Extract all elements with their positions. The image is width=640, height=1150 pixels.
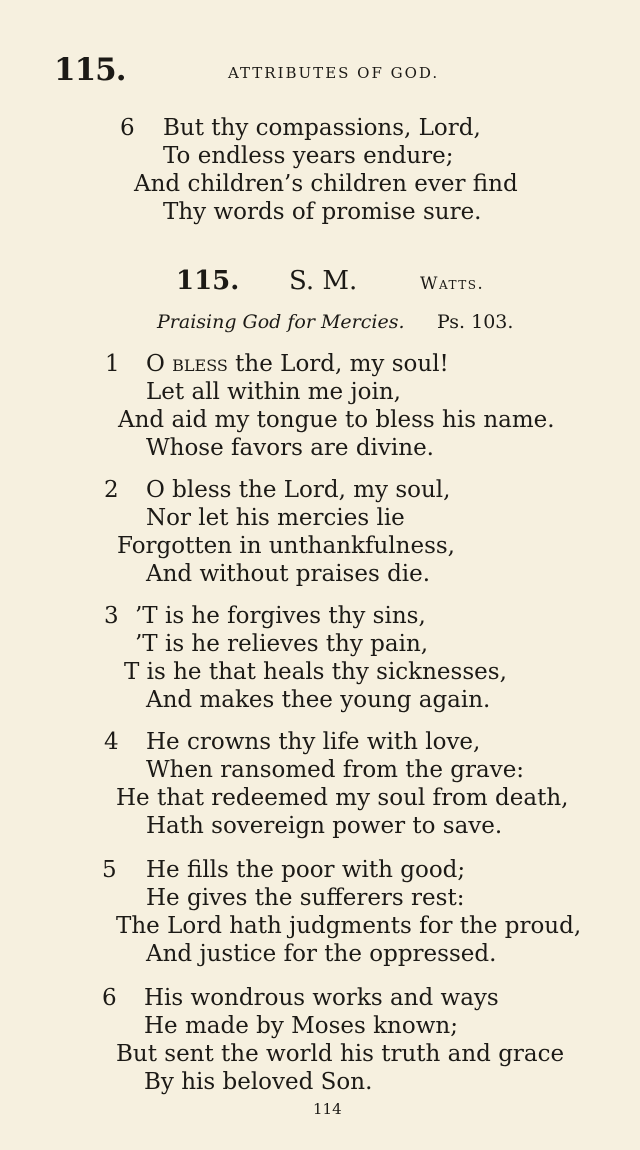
stanza-line: The Lord hath judgments for the proud, bbox=[116, 913, 582, 939]
running-title: ATTRIBUTES OF GOD. bbox=[228, 64, 440, 82]
stanza-line: But sent the world his truth and grace bbox=[116, 1041, 565, 1067]
small-caps-word: bless bbox=[172, 351, 228, 377]
stanza-line: He gives the sufferers rest: bbox=[146, 885, 465, 911]
stanza-number: 1 bbox=[105, 351, 120, 377]
stanza-number: 5 bbox=[102, 857, 117, 883]
stanza-line: And makes thee young again. bbox=[146, 687, 491, 713]
hymn-author: Watts. bbox=[420, 274, 485, 294]
drop-word-initial: O bbox=[146, 351, 165, 377]
hymn-meter: S. M. bbox=[289, 266, 358, 296]
stanza-line: And children’s children ever find bbox=[134, 171, 518, 197]
stanza-line: Let all within me join, bbox=[146, 379, 401, 405]
stanza-line: He fills the poor with good; bbox=[146, 857, 466, 883]
stanza-line: And aid my tongue to bless his name. bbox=[118, 407, 555, 433]
stanza-line: But thy compassions, Lord, bbox=[163, 115, 481, 141]
hymn-number: 115. bbox=[176, 266, 240, 296]
stanza-line: By his beloved Son. bbox=[144, 1069, 373, 1095]
stanza-line: And justice for the oppressed. bbox=[146, 941, 497, 967]
stanza-number: 4 bbox=[104, 729, 119, 755]
stanza-number: 6 bbox=[102, 985, 117, 1011]
stanza-line: His wondrous works and ways bbox=[144, 985, 499, 1011]
stanza-line: Forgotten in unthankfulness, bbox=[117, 533, 455, 559]
stanza-line: He crowns thy life with love, bbox=[146, 729, 481, 755]
stanza-line: T is he that heals thy sicknesses, bbox=[124, 659, 507, 685]
stanza-line: ’T is he forgives thy sins, bbox=[135, 603, 426, 629]
stanza-line: ’T is he relieves thy pain, bbox=[135, 631, 429, 657]
stanza-line: He that redeemed my soul from death, bbox=[116, 785, 569, 811]
scripture-reference: Ps. 103. bbox=[437, 311, 514, 333]
stanza-line: Nor let his mercies lie bbox=[146, 505, 405, 531]
stanza-line: To endless years endure; bbox=[163, 143, 454, 169]
prev-stanza-number: 6 bbox=[120, 115, 135, 141]
stanza-line: He made by Moses known; bbox=[144, 1013, 458, 1039]
stanza-number: 3 bbox=[104, 603, 119, 629]
stanza-line: Hath sovereign power to save. bbox=[146, 813, 503, 839]
stanza-line: And without praises die. bbox=[146, 561, 431, 587]
stanza-line: O bless the Lord, my soul, bbox=[146, 477, 451, 503]
stanza-line: Whose favors are divine. bbox=[146, 435, 434, 461]
stanza-line bbox=[146, 350, 449, 378]
hymn-subtitle: Praising God for Mercies. bbox=[157, 311, 405, 333]
page-number: 114 bbox=[313, 1100, 342, 1118]
stanza-line: Thy words of promise sure. bbox=[163, 199, 482, 225]
stanza-number: 2 bbox=[104, 477, 119, 503]
stanza-line-rest: the Lord, my soul! bbox=[227, 351, 449, 377]
header-hymn-number: 115. bbox=[54, 52, 126, 88]
stanza-line: When ransomed from the grave: bbox=[146, 757, 525, 783]
